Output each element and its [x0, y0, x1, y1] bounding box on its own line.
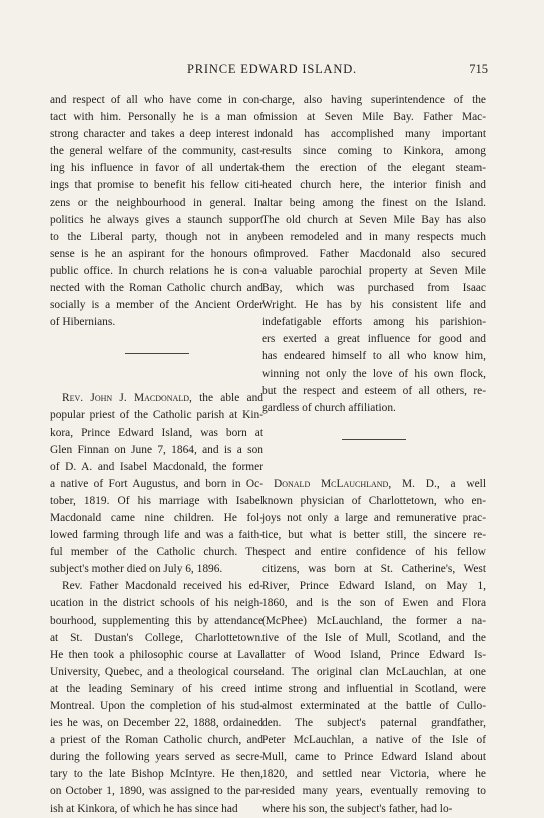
- text-line: zens or the neighbourhood in general. In: [50, 196, 263, 209]
- text-line: has endeared himself to all who know him,: [262, 350, 486, 363]
- text-line: tive of the Isle of Mull, Scotland, and the: [262, 631, 486, 644]
- text-line: of D. A. and Isabel Macdonald, the former: [50, 460, 263, 473]
- text-line: Peter McLauchlan, a native of the Isle of: [262, 734, 486, 747]
- text-line: ucation in the district schools of his neigh-: [50, 597, 263, 610]
- text-line: spect and entire confidence of his fellow: [262, 546, 486, 559]
- text-line: land. The original clan McLauchlan, at one: [262, 665, 486, 678]
- text-line: a priest of the Roman Catholic church, and: [50, 734, 263, 747]
- text-line: kora, Prince Edward Island, was born at: [50, 426, 263, 439]
- text-line: altar being among the finest on the Island.: [262, 196, 486, 209]
- text-line: 1860, and is the son of Ewen and Flora: [262, 597, 486, 610]
- text-line: ers exerted a great influence for good and: [262, 333, 486, 346]
- text-line: indefatigable efforts among his parishion-: [262, 316, 486, 329]
- text-line: lowed farming through life and was a faith-: [50, 529, 263, 542]
- text-line: nected with the Roman Catholic church and: [50, 282, 263, 295]
- text-line: Rev. Father Macdonald received his ed-: [62, 580, 263, 593]
- text-line: almost exterminated at the battle of Cullo-: [262, 700, 486, 712]
- text-line: heated church here, the interior finish and: [262, 179, 486, 192]
- text-line: where his son, the subject's father, had lo-: [262, 802, 453, 815]
- biography-first-line: Donald McLauchland, M. D., a well: [274, 477, 486, 490]
- text-line: the general welfare of the community, cast-: [50, 145, 263, 158]
- text-line: joys not only a large and remunerative prac-: [262, 511, 486, 524]
- text-line: known physician of Charlottetown, who en-: [262, 494, 486, 507]
- text-line: citizens, was born at St. Catherine's, West: [262, 563, 486, 576]
- text-line: strong character and takes a deep interest in: [50, 128, 263, 141]
- text-line: at St. Dustan's College, Charlottetown.: [50, 631, 263, 644]
- text-line: bourhood, supplementing this by attendance: [50, 614, 263, 627]
- biography-first-line: Rev. John J. Macdonald, the able and: [62, 392, 263, 405]
- text-line: popular priest of the Catholic parish at Kin-: [50, 409, 263, 422]
- text-line: tober, 1819. Of his marriage with Isabel: [50, 494, 263, 507]
- text-line: improved. Father Macdonald also secured: [262, 247, 486, 260]
- left-paragraph-continued: [50, 92, 263, 331]
- text-line: subject's mother died on July 6, 1896.: [50, 563, 223, 576]
- text-line: them the erection of the elegant steam-: [262, 162, 486, 175]
- text-line: ish at Kinkora, of which he has since had: [50, 802, 238, 815]
- subject-name: Donald McLauchland,: [274, 477, 392, 490]
- text-line: winning not only the love of his own flock,: [262, 367, 486, 380]
- biography-mclauchland: [262, 476, 486, 818]
- text-line: Mull, came to Prince Edward Island about: [262, 751, 486, 764]
- page-number: 715: [469, 62, 488, 76]
- text-line: Macdonald came nine children. He fol-: [50, 511, 263, 524]
- text-line: tice, but what is better still, the sincere re-: [262, 529, 486, 542]
- text-line: donald has accomplished many important: [262, 128, 486, 141]
- text-line: (McPhee) McLauchland, the former a na-: [262, 614, 486, 627]
- text-line: ing his influence in favor of all undertak-: [50, 162, 263, 175]
- left-column: [50, 92, 263, 818]
- text-line: ies he was, on December 22, 1888, ordained: [50, 717, 263, 730]
- biography-macdonald: [50, 390, 263, 578]
- text-line: gardless of church affiliation.: [262, 401, 396, 414]
- text-line: tact with him. Personally he is a man of: [50, 111, 263, 124]
- text-line: and respect of all who have come in con-: [50, 94, 263, 106]
- text-line: during the following years served as secre-: [50, 751, 263, 764]
- text-line: public office. In church relations he is con-: [50, 264, 263, 277]
- text-line: politics he always gives a staunch support: [50, 213, 263, 226]
- text-line: Wright. He has by his consistent life and: [262, 299, 486, 312]
- text-line: ful member of the Catholic church. The: [50, 546, 263, 559]
- page-header: [0, 62, 544, 80]
- text-line: Glen Finnan on June 7, 1864, and is a son: [50, 443, 263, 456]
- text-line: to the Liberal party, though not in any: [50, 230, 263, 243]
- text-line: been remodeled and in many respects much: [262, 230, 486, 243]
- text-line: results since coming to Kinkora, among: [262, 145, 486, 158]
- text-line: a native of Fort Augustus, and born in Oc-: [50, 477, 263, 490]
- right-column: [262, 92, 486, 818]
- subject-name: Rev. John J. Macdonald,: [62, 392, 192, 405]
- text-line: tary to the late Bishop McIntyre. He then,: [50, 768, 263, 781]
- text-line: He then took a philosophic course at Laval: [50, 648, 263, 661]
- text-line: The old church at Seven Mile Bay has also: [262, 213, 486, 226]
- text-line: of Hibernians.: [50, 316, 116, 329]
- text-line: University, Quebec, and a theological course: [50, 665, 263, 678]
- right-paragraph-continued: [262, 92, 486, 417]
- text-line: sense is he an aspirant for the honours of: [50, 247, 263, 260]
- biography-macdonald-education: [50, 578, 263, 817]
- text-line: on October 1, 1890, was assigned to the par-: [50, 785, 263, 798]
- text-line: River, Prince Edward Island, on May 1,: [262, 580, 486, 593]
- text-line: latter of Wood Island, Prince Edward Is-: [262, 648, 486, 661]
- text-line: Bay, which was purchased from Isaac: [262, 282, 486, 295]
- text-line: Montreal. Upon the completion of his stud-: [50, 700, 263, 712]
- text-line: 1820, and settled near Victoria, where he: [262, 768, 486, 781]
- text-line: ings that promise to benefit his fellow citi-: [50, 179, 263, 192]
- text-line: mission at Seven Mile Bay. Father Mac-: [262, 111, 486, 124]
- text-line: at the leading Seminary of his creed in: [50, 682, 263, 695]
- text-line: time strong and influential in Scotland, were: [262, 682, 486, 695]
- text-line: resided many years, eventually removing to: [262, 785, 486, 798]
- text-line: charge, also having superintendence of the: [262, 94, 486, 106]
- text-line: but the respect and esteem of all others, re-: [262, 384, 486, 397]
- text-line: a valuable parochial property at Seven Mile: [262, 264, 486, 277]
- text-line: socially is a member of the Ancient Order: [50, 299, 263, 312]
- running-title: PRINCE EDWARD ISLAND.: [187, 62, 357, 76]
- text-line: den. The subject's paternal grandfather,: [262, 717, 486, 730]
